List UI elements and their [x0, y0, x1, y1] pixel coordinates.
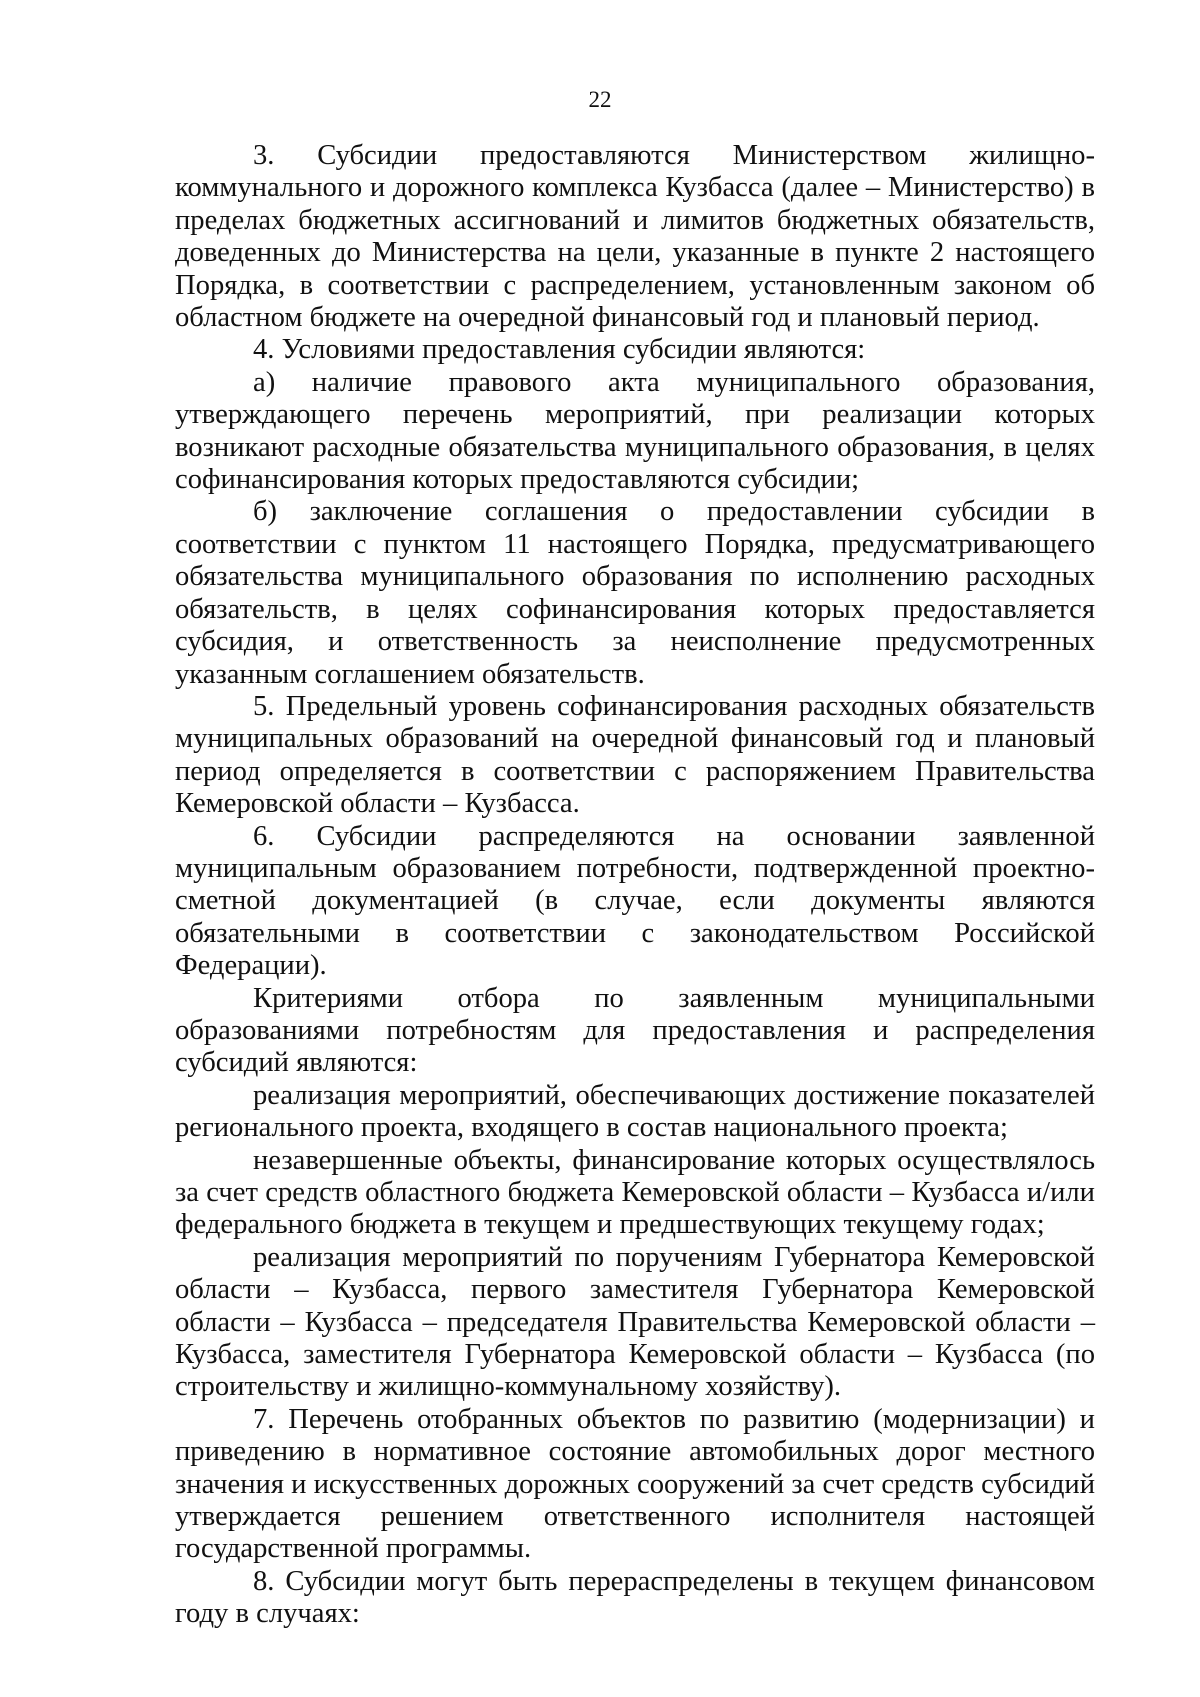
criterion-governor-instructions: реализация мероприятий по поручениям Губернатора Кемеровской области – Кузбасса, первого заместителя Губернатора Кемеровской области – Кузбасса – председателя Правительства Кемеровской области – Кузбасса, заместителя Губернатора Кемеровской области – Кузбасса (по строительству и жилищно-коммунальному хозяйству). [175, 1241, 1095, 1403]
condition-b-agreement: б) заключение соглашения о предоставлении субсидии в соответствии с пунктом 11 настоящего Порядка, предусматривающего обязательства муниципального образования по исполнению расходных обязательств, в целях софинансирования которых предоставляется субсидия, и ответственность за неисполнение предусмотренных указанным соглашением обязательств. [175, 496, 1095, 690]
page-number: 22 [588, 87, 612, 112]
criterion-regional-project: реализация мероприятий, обеспечивающих достижение показателей регионального проекта, входящего в состав национального проекта; [175, 1079, 1095, 1144]
criterion-unfinished-objects: незавершенные объекты, финансирование которых осуществлялось за счет средств областного бюджета Кемеровской области – Кузбасса и/или федерального бюджета в текущем и предшествующих текущему годах; [175, 1144, 1095, 1241]
document-body [175, 140, 1095, 1631]
selection-criteria-intro: Критериями отбора по заявленным муниципальными образованиями потребностям для предоставления и распределения субсидий являются: [175, 982, 1095, 1079]
paragraph-7-objects-list: 7. Перечень отобранных объектов по развитию (модернизации) и приведению в нормативное состояние автомобильных дорог местного значения и искусственных дорожных сооружений за счет средств субсидий утверждается решением ответственного исполнителя настоящей государственной программы. [175, 1403, 1095, 1565]
paragraph-4-conditions: 4. Условиями предоставления субсидии являются: [253, 334, 866, 366]
condition-a-legal-act: а) наличие правового акта муниципального образования, утверждающего перечень мероприятий, при реализации которых возникают расходные обязательства муниципального образования, в целях софинансирования которых предоставляются субсидии; [175, 366, 1095, 496]
paragraph-5-cofinancing-level: 5. Предельный уровень софинансирования расходных обязательств муниципальных образований на очередной финансовый год и плановый период определяется в соответствии с распоряжением Правительства Кемеровской области – Кузбасса. [175, 690, 1095, 820]
paragraph-8-redistribution: 8. Субсидии могут быть перераспределены в текущем финансовом году в случаях: [175, 1565, 1095, 1630]
paragraph-3-subsidies-provider: 3. Субсидии предоставляются Министерством жилищно-коммунального и дорожного комплекса Кузбасса (далее – Министерство) в пределах бюджетных ассигнований и лимитов бюджетных обязательств, доведенных до Министерства на цели, указанные в пункте 2 настоящего Порядка, в соответствии с распределением, установленным законом об областном бюджете на очередной финансовый год и плановый период. [175, 140, 1095, 334]
paragraph-6-distribution: 6. Субсидии распределяются на основании заявленной муниципальным образованием потребности, подтвержденной проектно-сметной документацией (в случае, если документы являются обязательными в соответствии с законодательством Российской Федерации). [175, 820, 1095, 982]
